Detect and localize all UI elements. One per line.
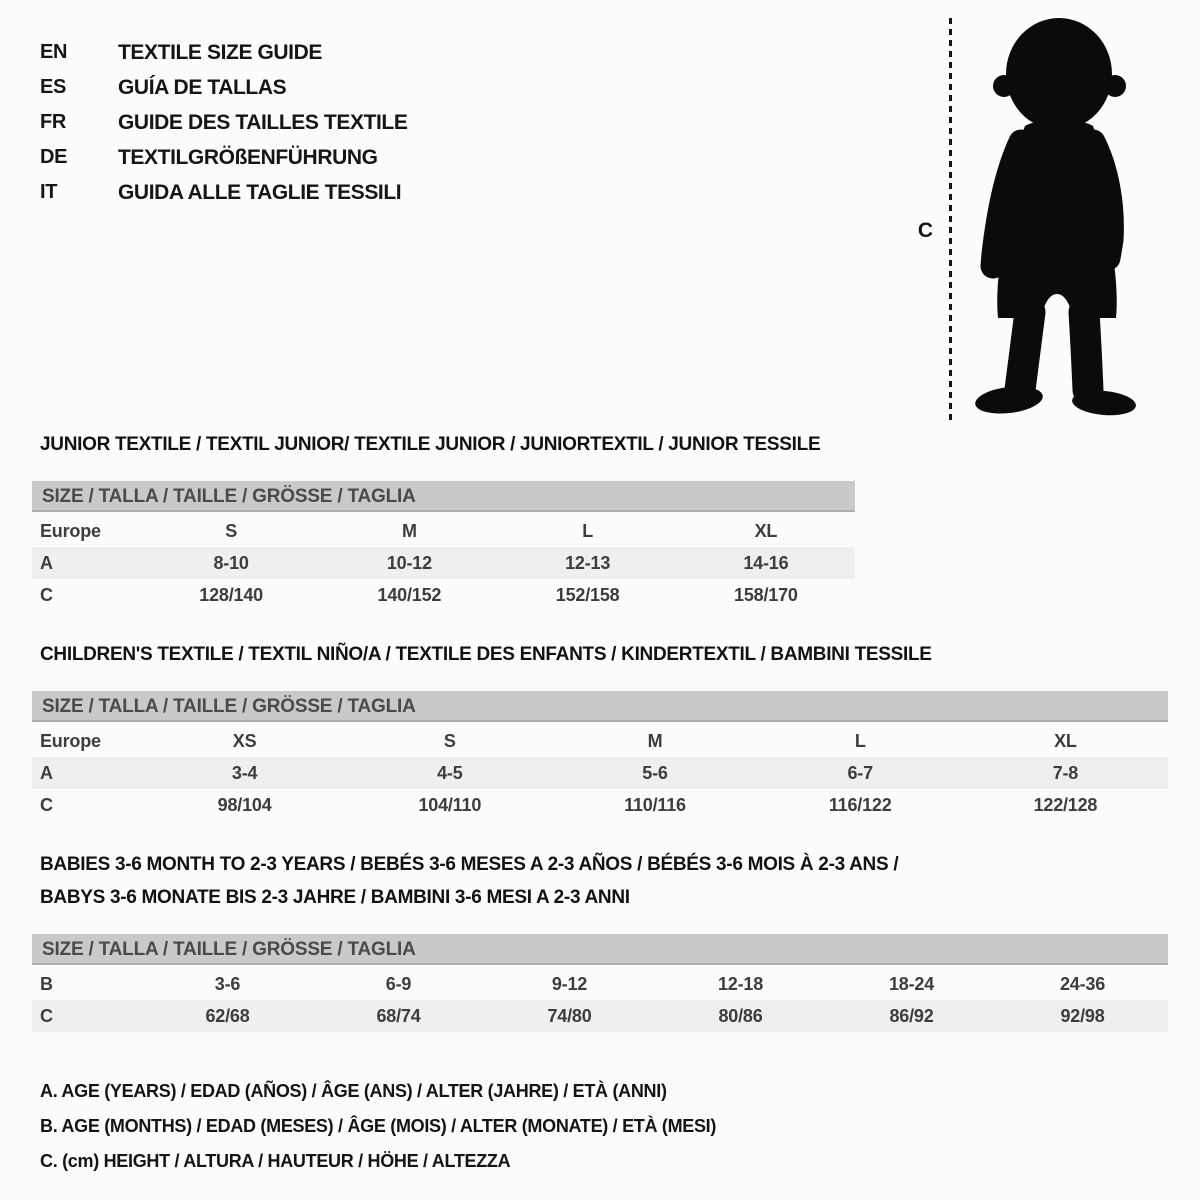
section-babies — [0, 848, 1200, 1032]
table-cell: 152/158 — [555, 584, 620, 605]
table-cell: L — [582, 520, 594, 541]
legend-line-b: B. AGE (MONTHS) / EDAD (MESES) / ÂGE (MOIS) / ALTER (MONATE) / ETÀ (MESI) — [40, 1116, 717, 1136]
table-cell: 140/152 — [377, 584, 442, 605]
table-cell: 12-13 — [565, 552, 611, 573]
table-cell: XL — [1054, 730, 1077, 751]
table-cell: XL — [754, 520, 778, 541]
table-cell: 3-6 — [214, 973, 241, 994]
language-code: DE — [40, 146, 68, 168]
row-label: A — [40, 552, 53, 573]
section-title-line: JUNIOR TEXTILE / TEXTIL JUNIOR/ TEXTILE JUNIOR / JUNIORTEXTIL / JUNIOR TESSILE — [40, 434, 821, 455]
language-title: GUIDE DES TAILLES TEXTILE — [118, 110, 408, 134]
table-cell: 116/122 — [828, 794, 892, 815]
height-measure-line — [949, 18, 952, 420]
size-header-bar: SIZE / TALLA / TAILLE / GRÖSSE / TAGLIA — [32, 691, 1168, 722]
table-cell: 10-12 — [386, 552, 432, 573]
table-cell: 92/98 — [1060, 1005, 1105, 1026]
size-table-junior — [32, 481, 855, 611]
language-code: FR — [40, 111, 67, 133]
section-title-line: BABYS 3-6 MONATE BIS 2-3 JAHRE / BAMBINI 3-6 MESI A 2-3 ANNI — [40, 887, 630, 908]
legend-line-a: A. AGE (YEARS) / EDAD (AÑOS) / ÂGE (ANS) / ALTER (JAHRE) / ETÀ (ANNI) — [40, 1081, 667, 1101]
table-cell: 86/92 — [889, 1005, 934, 1026]
table-cell: 98/104 — [217, 794, 272, 815]
table-cell: 8-10 — [213, 552, 249, 573]
table-cell: S — [443, 730, 456, 751]
size-sections — [0, 428, 1200, 1032]
table-cell: XS — [232, 730, 257, 751]
row-label: C — [40, 1005, 53, 1026]
language-code: EN — [40, 41, 68, 63]
baby-figure — [918, 14, 1142, 420]
section-title-junior — [40, 428, 1200, 461]
table-row-b — [32, 968, 1168, 1000]
row-label: A — [40, 762, 53, 783]
table-cell: 4-5 — [437, 762, 463, 783]
row-label: B — [40, 973, 53, 994]
table-cell: S — [225, 520, 238, 541]
language-code: IT — [40, 181, 58, 203]
table-cell: 12-18 — [717, 973, 764, 994]
table-row-c — [32, 789, 1168, 821]
row-label: Europe — [40, 520, 101, 541]
table-cell: 62/68 — [205, 1005, 250, 1026]
section-title-line: CHILDREN'S TEXTILE / TEXTIL NIÑO/A / TEXTILE DES ENFANTS / KINDERTEXTIL / BAMBINI TESSILE — [40, 644, 932, 665]
row-label: C — [40, 584, 53, 605]
size-table-children — [32, 691, 1168, 821]
row-label: Europe — [40, 730, 101, 751]
table-cell: M — [647, 730, 663, 751]
table-cell: 6-7 — [847, 762, 873, 783]
language-title: GUIDA ALLE TAGLIE TESSILI — [118, 180, 402, 204]
table-cell: 7-8 — [1052, 762, 1079, 783]
table-cell: 24-36 — [1059, 973, 1106, 994]
table-cell: 74/80 — [547, 1005, 592, 1026]
section-junior — [0, 428, 1200, 611]
row-label: C — [40, 794, 53, 815]
table-row-europe — [32, 515, 855, 547]
table-cell: 14-16 — [743, 552, 789, 573]
size-table-babies — [32, 934, 1168, 1032]
table-cell: 158/170 — [734, 584, 798, 605]
section-title-children — [40, 638, 1200, 671]
table-cell: 128/140 — [199, 584, 263, 605]
language-title: TEXTILE SIZE GUIDE — [118, 40, 322, 64]
language-code: ES — [40, 76, 67, 98]
table-cell: 104/110 — [418, 794, 482, 815]
table-row-europe — [32, 725, 1168, 757]
table-cell: 6-9 — [385, 973, 412, 994]
language-title: GUÍA DE TALLAS — [118, 75, 287, 99]
table-row-c — [32, 1000, 1168, 1032]
measure-legend — [40, 1074, 1200, 1179]
section-children — [0, 638, 1200, 821]
table-row-a — [32, 757, 1168, 789]
table-cell: 110/116 — [624, 794, 686, 815]
table-cell: 3-4 — [231, 762, 258, 783]
size-header-bar: SIZE / TALLA / TAILLE / GRÖSSE / TAGLIA — [32, 934, 1168, 965]
table-cell: 122/128 — [1033, 794, 1098, 815]
legend-line-c: C. (cm) HEIGHT / ALTURA / HAUTEUR / HÖHE / ALTEZZA — [40, 1151, 511, 1171]
table-cell: 5-6 — [642, 762, 668, 783]
height-measure-label: C — [917, 219, 933, 242]
table-cell: 18-24 — [888, 973, 935, 994]
table-cell: M — [401, 520, 417, 541]
table-row-c — [32, 579, 855, 611]
table-cell: 80/86 — [718, 1005, 763, 1026]
table-cell: 9-12 — [551, 973, 588, 994]
language-title: TEXTILGRÖßENFÜHRUNG — [118, 145, 378, 169]
table-cell: 68/74 — [376, 1005, 421, 1026]
baby-silhouette — [967, 14, 1142, 420]
table-row-a — [32, 547, 855, 579]
section-title-line: BABIES 3-6 MONTH TO 2-3 YEARS / BEBÉS 3-6 MESES A 2-3 AÑOS / BÉBÉS 3-6 MOIS À 2-3 ANS / — [40, 854, 899, 875]
size-header-bar: SIZE / TALLA / TAILLE / GRÖSSE / TAGLIA — [32, 481, 855, 512]
section-title-babies — [40, 848, 1200, 914]
table-cell: L — [854, 730, 866, 751]
